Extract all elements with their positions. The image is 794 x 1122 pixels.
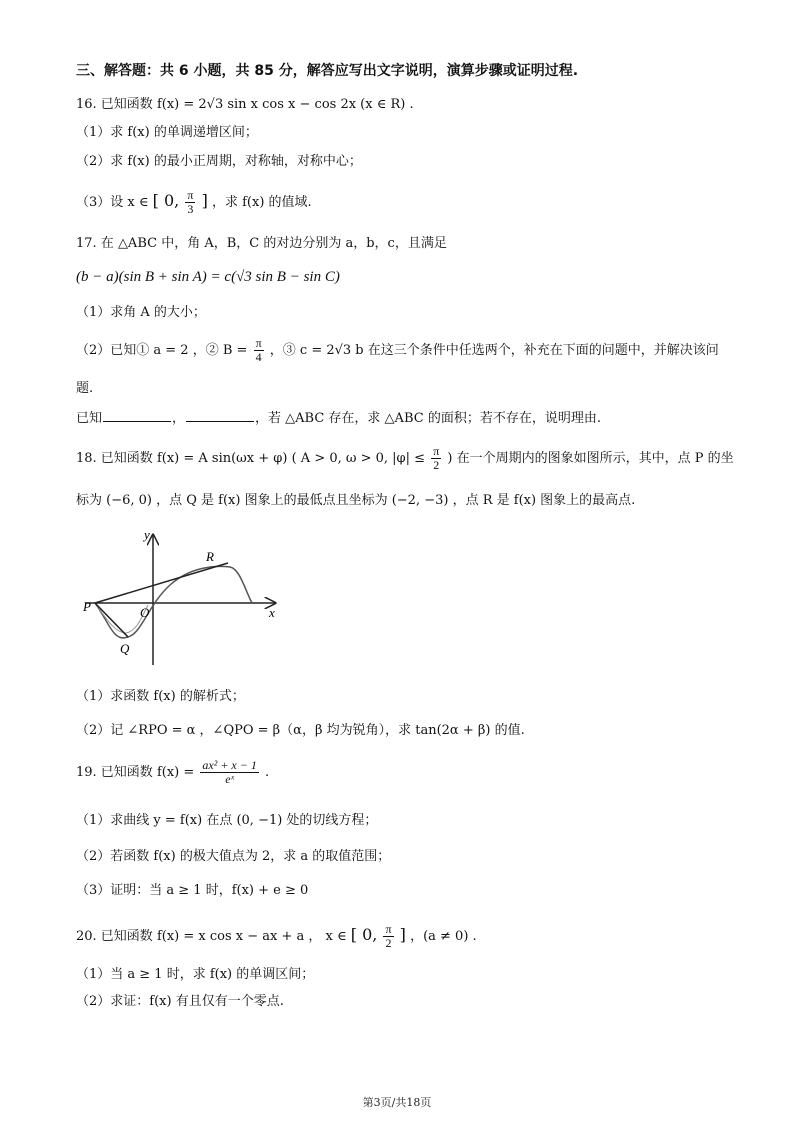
segment-PQ [95, 603, 128, 637]
q18-stem-prefix: 18. 已知函数 f(x) = A sin(ωx + φ) [76, 451, 288, 466]
q17-part2-frac-den: 4 [255, 350, 262, 364]
q20-stem [76, 918, 477, 954]
q16-part3-prefix: （3）设 x ∈ [76, 195, 149, 210]
origin-label: O [140, 605, 150, 620]
point-R-label: R [206, 549, 214, 564]
y-axis-label: y [144, 527, 150, 542]
section-heading: 三、解答题：共 6 小题，共 85 分，解答应写出文字说明，演算步骤或证明过程. [76, 63, 579, 79]
q17-part2-frac-num: π [255, 336, 262, 350]
q19-frac-den: eˣ [225, 772, 234, 786]
q18-part1: （1）求函数 f(x) 的解析式； [76, 689, 245, 704]
answer-blank-1 [103, 408, 171, 422]
q16-part3-frac-den: 3 [187, 202, 194, 216]
q19-part2: （2）若函数 f(x) 的极大值点为 2，求 a 的取值范围； [76, 849, 391, 864]
q18-stem-line2: 标为 (−6, 0) ，点 Q 是 f(x) 图象上的最低点且坐标为 (−2, −3) ，点 R 是 f(x) 图象上的最高点. [76, 493, 636, 508]
q17-known [76, 408, 601, 428]
q18-stem-fraction [431, 445, 441, 472]
segment-PR [95, 563, 228, 603]
q16-part3 [76, 186, 312, 218]
page-footer: 第3页/共18页 [362, 1096, 432, 1109]
q17-part2 [76, 336, 719, 366]
q17-part1: （1）求角 A 的大小； [76, 305, 206, 320]
q19-part3: （3）证明：当 a ≥ 1 时，f(x) + e ≥ 0 [76, 883, 309, 898]
q19-part1: （1）求曲线 y = f(x) 在点 (0, −1) 处的切线方程； [76, 813, 378, 828]
q16-part3-interval-right: ] [201, 191, 208, 210]
q20-interval-left: [ 0, [350, 925, 378, 944]
q17-known-comma: ， [172, 411, 186, 426]
q17-formula: (b − a)(sin B + sin A) = c(√3 sin B − sin C) [76, 269, 340, 285]
q18-frac-den: 2 [433, 458, 440, 472]
q20-fraction [383, 923, 393, 950]
q18-stem-suffix: ) 在一个周期内的图象如图所示，其中，点 P 的坐 [447, 451, 734, 466]
q18-stem [76, 444, 734, 474]
q20-frac-num: π [385, 922, 392, 936]
q16-part2: （2）求 f(x) 的最小正周期，对称轴，对称中心； [76, 154, 362, 169]
q20-stem-prefix: 20. 已知函数 f(x) = x cos x − ax + a ， x ∈ [76, 929, 347, 944]
q16-stem: 16. 已知函数 f(x) = 2√3 sin x cos x − cos 2x (x ∈ R) . [76, 97, 414, 112]
q16-part1: （1）求 f(x) 的单调递增区间； [76, 125, 258, 140]
q19-stem [76, 756, 269, 790]
point-Q-label: Q [120, 641, 130, 656]
answer-blank-2 [186, 408, 254, 422]
q17-part2-fraction [254, 337, 264, 364]
q19-stem-prefix: 19. 已知函数 f(x) = [76, 765, 195, 780]
q19-stem-suffix: . [265, 765, 270, 780]
q17-part2-suffix: ，③ c = 2√3 b 在这三个条件中任选两个，补充在下面的问题中，并解决该问 [269, 343, 719, 358]
q16-part3-frac-num: π [187, 188, 194, 202]
point-P-label: P [83, 599, 91, 614]
q18-stem-cond: ( A > 0, ω > 0, |φ| ≤ [291, 451, 426, 466]
q19-fraction [200, 759, 258, 786]
q17-part2-prefix: （2）已知① a = 2 ，② B = [76, 343, 248, 358]
x-axis-label: x [269, 605, 275, 620]
q16-part3-fraction [185, 189, 195, 216]
q20-part2: （2）求证：f(x) 有且仅有一个零点. [76, 994, 284, 1009]
q17-known-prefix: 已知 [76, 411, 103, 426]
q18-part2: （2）记 ∠RPO = α ，∠QPO = β（α，β 均为锐角），求 tan(2α + β) 的值. [76, 723, 525, 738]
q16-part3-suffix: ，求 f(x) 的值域. [211, 195, 312, 210]
q20-frac-den: 2 [385, 936, 392, 950]
sine-graph-figure [80, 525, 290, 675]
q20-part1: （1）当 a ≥ 1 时，求 f(x) 的单调区间； [76, 967, 315, 982]
q17-stem: 17. 在 △ABC 中，角 A，B，C 的对边分别为 a，b，c，且满足 [76, 236, 447, 251]
q17-part2-cont: 题. [76, 381, 94, 396]
q17-known-suffix: ，若 △ABC 存在，求 △ABC 的面积；若不存在，说明理由. [255, 411, 601, 426]
q16-part3-interval-left: [ 0, [152, 191, 180, 210]
q18-frac-num: π [433, 444, 440, 458]
q20-interval-right: ] [399, 925, 406, 944]
q20-stem-suffix: ，(a ≠ 0) . [410, 929, 477, 944]
q19-frac-num: ax² + x − 1 [202, 758, 257, 772]
